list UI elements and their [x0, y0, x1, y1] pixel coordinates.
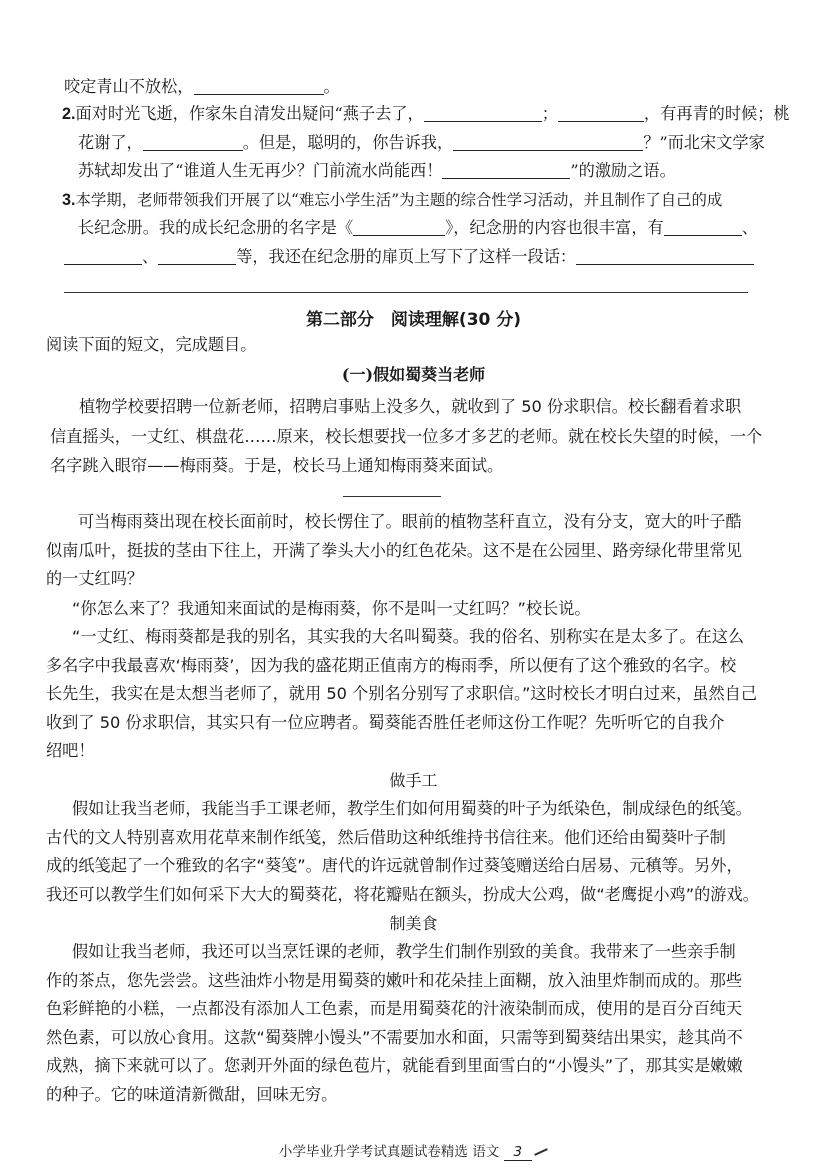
q3-line3: [64, 244, 757, 270]
answer-blank[interactable]: [558, 103, 644, 122]
paragraph-line: 的种子。它的味道清新微甜，回味无穷。: [46, 1085, 338, 1104]
question-number: 2.: [62, 105, 76, 123]
question-number: 3.: [62, 191, 76, 209]
q3-text: 本学期，老师带领我们开展了以“难忘小学生活”为主题的综合性学习活动，并且制作了自己的成: [75, 191, 723, 209]
paragraph-line: 假如让我当老师，我还可以当烹饪课的老师，教学生们制作别致的美食。我带来了一些亲手制: [72, 942, 736, 961]
paragraph-line: “你怎么来了？我通知来面试的是梅雨葵，你不是叫一丈红吗？”校长说。: [72, 599, 591, 618]
answer-line[interactable]: [64, 292, 748, 293]
answer-blank[interactable]: [576, 246, 754, 265]
section-heading: 制美食: [389, 914, 438, 933]
paragraph-line: 似南瓜叶，挺拔的茎由下往上，开满了拳头大小的红色花朵。这不是在公园里、路旁绿化带里常见: [46, 541, 743, 560]
q2-line2: [78, 130, 765, 156]
section-heading: 做手工: [389, 771, 438, 790]
paragraph-line: 信直摇头，一丈红、棋盘花……原来，校长想要找一位多才多艺的老师。就在校长失望的时候，一个: [50, 427, 763, 446]
q2-line1: [62, 101, 790, 127]
q2-text: 面对时光飞逝，作家朱自清发出疑问“燕子去了，: [75, 104, 424, 123]
q3-line1: [62, 187, 757, 213]
q2-text: ，有再青的时候；桃: [643, 104, 790, 123]
answer-blank[interactable]: [194, 76, 324, 95]
answer-blank[interactable]: [158, 246, 236, 265]
answer-blank[interactable]: [664, 217, 742, 236]
paragraph-line: 作的茶点，您先尝尝。这些油炸小物是用蜀葵的嫩叶和花朵挂上面糊，放入油里炸制而成的。那些: [46, 971, 743, 990]
section-title: 第二部分 阅读理解(30 分): [305, 310, 522, 330]
paragraph-line: 收到了 50 份求职信，其实只有一位应聘者。蜀葵能否胜任老师这份工作呢？先听听它的自我介: [46, 713, 725, 732]
paragraph-line: 成熟，摘下来就可以了。您剥开外面的绿色苞片，就能看到里面雪白的“小馒头”了，那其实是嫩嫩: [46, 1056, 743, 1075]
q1-end: 。: [323, 77, 340, 96]
paragraph-line: 成的纸笺起了一个雅致的名字“葵笺”。唐代的许远就曾制作过葵笺赠送给白居易、元稹等。另外，: [46, 856, 743, 875]
q3-text: 等，我还在纪念册的扉页上写下了这样一段话：: [236, 247, 577, 266]
page-number: 3: [504, 1144, 533, 1161]
answer-blank[interactable]: [64, 246, 142, 265]
paragraph-line: “一丈红、梅雨葵都是我的别名，其实我的大名叫蜀葵。我的俗名、别称实在是太多了。在这么: [72, 627, 745, 646]
paragraph-line: 的一丈红吗？: [46, 569, 144, 588]
answer-blank[interactable]: [143, 132, 243, 151]
paragraph-line: 可当梅雨葵出现在校长面前时，校长愣住了。眼前的植物茎秆直立，没有分支，宽大的叶子酷: [78, 512, 742, 531]
pencil-icon: [534, 1148, 548, 1156]
q2-text: ？”而北宋文学家: [643, 133, 765, 152]
page-footer: [0, 1140, 827, 1161]
q2-line3: [78, 158, 757, 184]
q2-text: 苏轼却发出了“谁道人生无再少？门前流水尚能西！: [78, 161, 443, 180]
paragraph-line: 名字跳入眼帘——梅雨葵。于是，校长马上通知梅雨葵来面试。: [50, 456, 504, 475]
q2-text: ”的激励之语。: [570, 161, 676, 180]
paragraph-line: 然色素，可以放心食用。这款“蜀葵牌小馒头”不需要加水和面，只需等到蜀葵结出果实，趁其尚不: [46, 1028, 743, 1047]
paragraph-line: 古代的文人特别喜欢用花草来制作纸笺，然后借助这种纸维持书信往来。他们还给由蜀葵叶子制: [46, 828, 726, 847]
answer-blank[interactable]: [453, 132, 643, 151]
paragraph-line: 色彩鲜艳的小糕，一点都没有添加人工色素，而是用蜀葵花的汁液染制而成，使用的是百分百纯天: [46, 999, 743, 1018]
paragraph-line: 绍吧！: [46, 741, 95, 760]
instruction-text: 阅读下面的短文，完成题目。: [46, 335, 257, 354]
paragraph-line: 我还可以教学生们如何采下大大的蜀葵花，将花瓣贴在额头，扮成大公鸡，做“老鹰捉小鸡”的游戏。: [46, 885, 759, 904]
paragraph-line: 长先生，我实在是太想当老师了，就用 50 个别名分别写了求职信。”这时校长才明白过来，虽然自己: [46, 684, 758, 703]
q3-text: 、: [142, 247, 159, 266]
q2-text: 花谢了，: [78, 133, 143, 152]
paragraph-line: 植物学校要招聘一位新老师，招聘启事贴上没多久，就收到了 50 份求职信。校长翻看着求职: [79, 397, 742, 416]
q2-text: 。但是，聪明的，你告诉我，: [242, 133, 454, 152]
answer-blank[interactable]: [442, 160, 570, 179]
answer-blank[interactable]: [424, 103, 542, 122]
answer-blank[interactable]: [353, 217, 445, 236]
q3-text: 》，纪念册的内容也很丰富，有: [445, 218, 664, 237]
q1-tail: [62, 74, 757, 100]
q1-text: 咬定青山不放松，: [64, 77, 194, 96]
footer-text: 小学毕业升学考试真题试卷精选 语文: [278, 1144, 500, 1160]
q3-text: 、: [741, 218, 758, 237]
q3-text: 长纪念册。我的成长纪念册的名字是《: [78, 218, 354, 237]
q2-text: ；: [541, 104, 558, 123]
story-title: (一)假如蜀葵当老师: [341, 365, 486, 384]
q3-line2: [78, 215, 757, 241]
paragraph-line: 多名字中我最喜欢‘梅雨葵’，因为我的盛花期正值南方的梅雨季，所以便有了这个雅致的名字。校: [46, 656, 737, 675]
divider: [343, 496, 441, 497]
paragraph-line: 假如让我当老师，我能当手工课老师，教学生们如何用蜀葵的叶子为纸染色，制成绿色的纸笺。: [72, 799, 752, 818]
